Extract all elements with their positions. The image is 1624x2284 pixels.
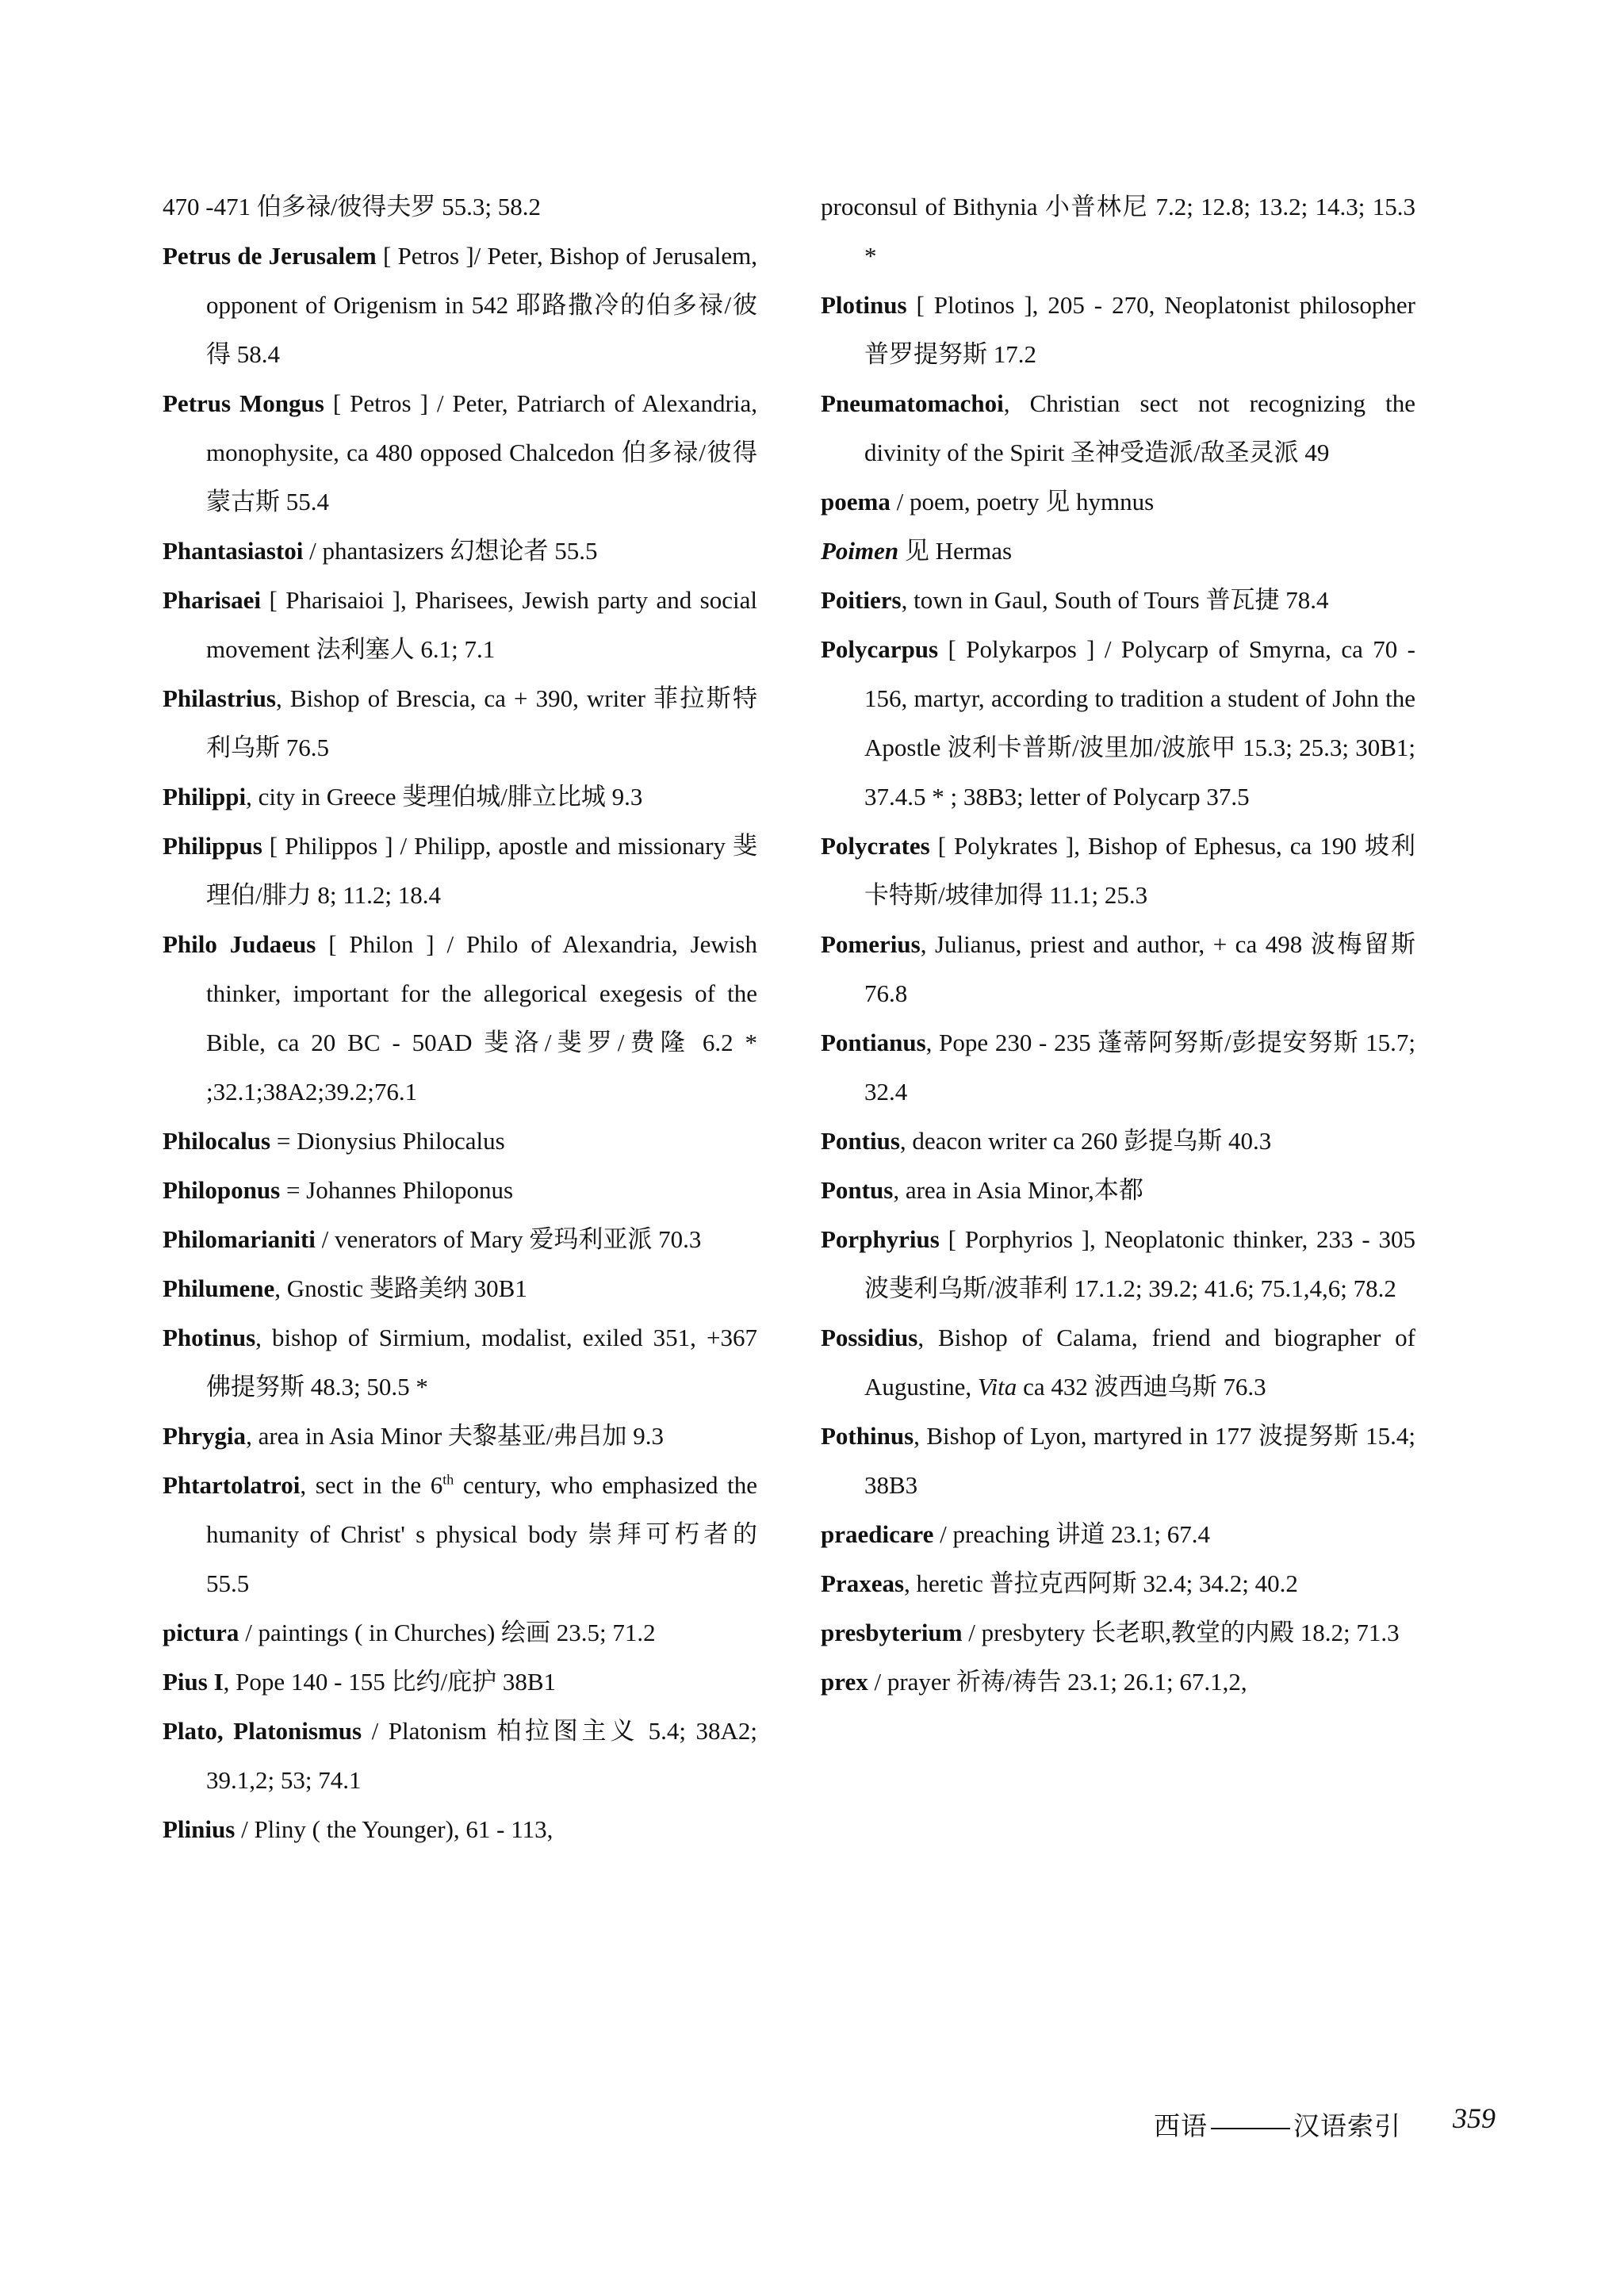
index-description: , deacon writer ca 260 彭提乌斯 40.3 [899, 1127, 1272, 1155]
index-term: Pius I [163, 1668, 224, 1696]
left-index-column [163, 182, 757, 1854]
index-term: Plinius [163, 1815, 236, 1843]
index-term: presbyterium [821, 1619, 963, 1646]
index-term: Possidius [821, 1324, 918, 1351]
index-description: [ Plotinos ], 205 - 270, Neoplatonist philosopher 普罗提努斯 17.2 [864, 291, 1415, 368]
index-term: Philippi [163, 783, 247, 811]
page-number: 359 [1453, 2102, 1496, 2134]
index-description: / Pliny ( the Younger), 61 - 113, [235, 1815, 553, 1843]
index-entry [821, 576, 1415, 625]
index-entry [163, 1215, 757, 1264]
index-description: = Dionysius Philocalus [270, 1127, 505, 1155]
index-description: [ Philippos ] / Philipp, apostle and missionary 斐理伯/腓力 8; 11.2; 18.4 [206, 832, 757, 909]
index-term: Philastrius [163, 684, 276, 712]
index-entry [163, 1313, 757, 1412]
index-description: [ Polykrates ], Bishop of Ephesus, ca 190 坡利卡特斯/坡律加得 11.1; 25.3 [864, 832, 1415, 909]
index-description-cont: century, who emphasized the humanity of Christ' s physical body 崇拜可朽者的 55.5 [206, 1471, 758, 1597]
index-entry [821, 1559, 1415, 1608]
index-term: poema [821, 488, 891, 515]
index-term: pictura [163, 1619, 239, 1646]
index-description: , Pope 140 - 155 比约/庇护 38B1 [223, 1668, 557, 1696]
index-term: Pontius [821, 1127, 900, 1155]
index-entry [821, 1018, 1415, 1117]
index-description: / paintings ( in Churches) 绘画 23.5; 71.2 [239, 1619, 656, 1646]
index-description: , sect in the 6 [300, 1471, 443, 1499]
index-term: Philocalus [163, 1127, 271, 1155]
index-description: / venerators of Mary 爱玛利亚派 70.3 [315, 1225, 702, 1253]
index-description: / prayer 祈祷/祷告 23.1; 26.1; 67.1,2, [868, 1668, 1247, 1696]
index-term: prex [821, 1668, 868, 1696]
index-entry [163, 232, 757, 379]
index-term: Pothinus [821, 1422, 914, 1450]
index-entry [163, 182, 757, 232]
index-description: , town in Gaul, South of Tours 普瓦捷 78.4 [901, 586, 1329, 614]
index-term: Photinus [163, 1324, 256, 1351]
index-description: , area in Asia Minor 夫黎基亚/弗吕加 9.3 [246, 1422, 665, 1450]
index-description: / presbytery 长老职,教堂的内殿 18.2; 71.3 [962, 1619, 1400, 1646]
index-entry [163, 1264, 757, 1313]
index-description: , area in Asia Minor,本都 [893, 1176, 1143, 1204]
index-entry [163, 576, 757, 674]
index-entry [821, 1510, 1415, 1559]
index-entry [821, 379, 1415, 477]
index-entry [821, 625, 1415, 822]
index-entry [163, 674, 757, 772]
footer-label-right: 汉语索引 [1293, 2113, 1401, 2141]
index-term: Petrus Mongus [163, 389, 324, 417]
index-term: Plotinus [821, 291, 907, 319]
index-description: / preaching 讲道 23.1; 67.4 [933, 1520, 1211, 1548]
index-entry [821, 477, 1415, 527]
index-term: Pontianus [821, 1029, 926, 1056]
index-description: proconsul of Bithynia 小普林尼 7.2; 12.8; 13.2; 14.3; 15.3 * [821, 193, 1415, 270]
index-entry [821, 1215, 1415, 1313]
index-entry [163, 1166, 757, 1215]
index-term: Poimen [821, 537, 899, 565]
index-term: Porphyrius [821, 1225, 940, 1253]
index-description: , Christian sect not recognizing the divinity of the Spirit 圣神受造派/敌圣灵派 49 [864, 389, 1415, 466]
index-term: Pomerius [821, 930, 921, 958]
index-entry [163, 1707, 757, 1805]
right-index-column [821, 182, 1415, 1707]
index-entry [821, 1657, 1415, 1707]
superscript: th [442, 1471, 454, 1488]
index-entry [821, 527, 1415, 576]
index-entry [163, 527, 757, 576]
index-entry [163, 1412, 757, 1461]
index-description: 470 -471 伯多禄/彼得夫罗 55.3; 58.2 [163, 193, 542, 220]
index-description: [ Polykarpos ] / Polycarp of Smyrna, ca 70 - 156, martyr, according to tradition a student of John the Apostle 波利卡普斯/波里加/波旅甲 15.3; 25.3; 30B1; 37.4.5 * ; 38B3; letter of Polycarp 37.5 [864, 635, 1415, 811]
index-description: , Bishop of Lyon, martyred in 177 波提努斯 15.4; 38B3 [864, 1422, 1415, 1499]
index-entry [163, 822, 757, 920]
index-description: , heretic 普拉克西阿斯 32.4; 34.2; 40.2 [904, 1569, 1298, 1597]
index-entry [821, 1412, 1415, 1510]
index-entry [821, 822, 1415, 920]
index-description: , Julianus, priest and author, + ca 498 波梅留斯 76.8 [864, 930, 1415, 1007]
index-description: , Bishop of Brescia, ca + 390, writer 菲拉斯特利乌斯 76.5 [206, 684, 757, 761]
index-term: praedicare [821, 1520, 934, 1548]
index-entry [821, 182, 1415, 281]
index-term: Phtartolatroi [163, 1471, 301, 1499]
index-description: , Gnostic 斐路美纳 30B1 [274, 1274, 527, 1302]
index-entry [163, 1117, 757, 1166]
index-term: Pneumatomachoi [821, 389, 1004, 417]
italic-title: Vita [977, 1373, 1017, 1401]
index-term: Praxeas [821, 1569, 905, 1597]
footer-dash [1211, 2128, 1290, 2129]
index-term: Philumene [163, 1274, 275, 1302]
index-description: , Bishop of Calama, friend and biographer of Augustine, [864, 1324, 1415, 1401]
index-description: [ Porphyrios ], Neoplatonic thinker, 233 - 305 波斐利乌斯/波菲利 17.1.2; 39.2; 41.6; 75.1,4,6; 78.2 [864, 1225, 1415, 1302]
index-term: Pharisaei [163, 586, 261, 614]
index-term: Plato, Platonismus [163, 1717, 362, 1745]
index-term: Polycrates [821, 832, 930, 860]
index-description: [ Philon ] / Philo of Alexandria, Jewish thinker, important for the allegorical exegesis of the Bible, ca 20 BC - 50AD 斐洛/斐罗/费隆 6.2 * ;32.1;38A2;39.2;76.1 [206, 930, 757, 1106]
index-term: Polycarpus [821, 635, 939, 663]
index-term: Philoponus [163, 1176, 281, 1204]
index-term: Philo Judaeus [163, 930, 316, 958]
index-entry [821, 1608, 1415, 1657]
index-description: / Platonism 柏拉图主义 5.4; 38A2; 39.1,2; 53; 74.1 [206, 1717, 757, 1794]
index-entry [163, 920, 757, 1117]
index-term: Philomarianiti [163, 1225, 316, 1253]
index-entry [821, 1166, 1415, 1215]
index-description: 见 Hermas [898, 537, 1013, 565]
index-term: Poitiers [821, 586, 902, 614]
index-entry [821, 1313, 1415, 1412]
index-entry [163, 772, 757, 822]
index-entry [821, 1117, 1415, 1166]
index-term: Pontus [821, 1176, 894, 1204]
index-description: , city in Greece 斐理伯城/腓立比城 9.3 [246, 783, 643, 811]
index-term: Phrygia [163, 1422, 247, 1450]
footer-label-left: 西语 [1154, 2113, 1208, 2141]
index-description: = Johannes Philoponus [280, 1176, 514, 1204]
index-description: [ Petros ]/ Peter, Bishop of Jerusalem, opponent of Origenism in 542 耶路撒冷的伯多禄/彼得 58.4 [206, 242, 757, 368]
index-description: [ Pharisaioi ], Pharisees, Jewish party and social movement 法利塞人 6.1; 7.1 [206, 586, 757, 663]
index-description: / poem, poetry 见 hymnus [890, 488, 1155, 515]
index-description: [ Petros ] / Peter, Patriarch of Alexandria, monophysite, ca 480 opposed Chalcedon 伯多禄/彼得蒙古斯 55.4 [206, 389, 757, 515]
index-entry [163, 1608, 757, 1657]
index-description: / phantasizers 幻想论者 55.5 [303, 537, 598, 565]
index-term: Phantasiastoi [163, 537, 304, 565]
index-entry [821, 920, 1415, 1018]
index-description: , Pope 230 - 235 蓬蒂阿努斯/彭提安努斯 15.7; 32.4 [864, 1029, 1415, 1106]
index-entry [821, 281, 1415, 379]
index-entry [163, 379, 757, 527]
index-entry [163, 1657, 757, 1707]
index-term: Petrus de Jerusalem [163, 242, 377, 270]
index-description-cont: ca 432 波西迪乌斯 76.3 [1017, 1373, 1266, 1401]
running-footer [1154, 2106, 1401, 2143]
index-entry [163, 1461, 757, 1608]
index-entry [163, 1805, 757, 1854]
index-description: , bishop of Sirmium, modalist, exiled 351, +367 佛提努斯 48.3; 50.5 * [206, 1324, 757, 1401]
index-term: Philippus [163, 832, 262, 860]
